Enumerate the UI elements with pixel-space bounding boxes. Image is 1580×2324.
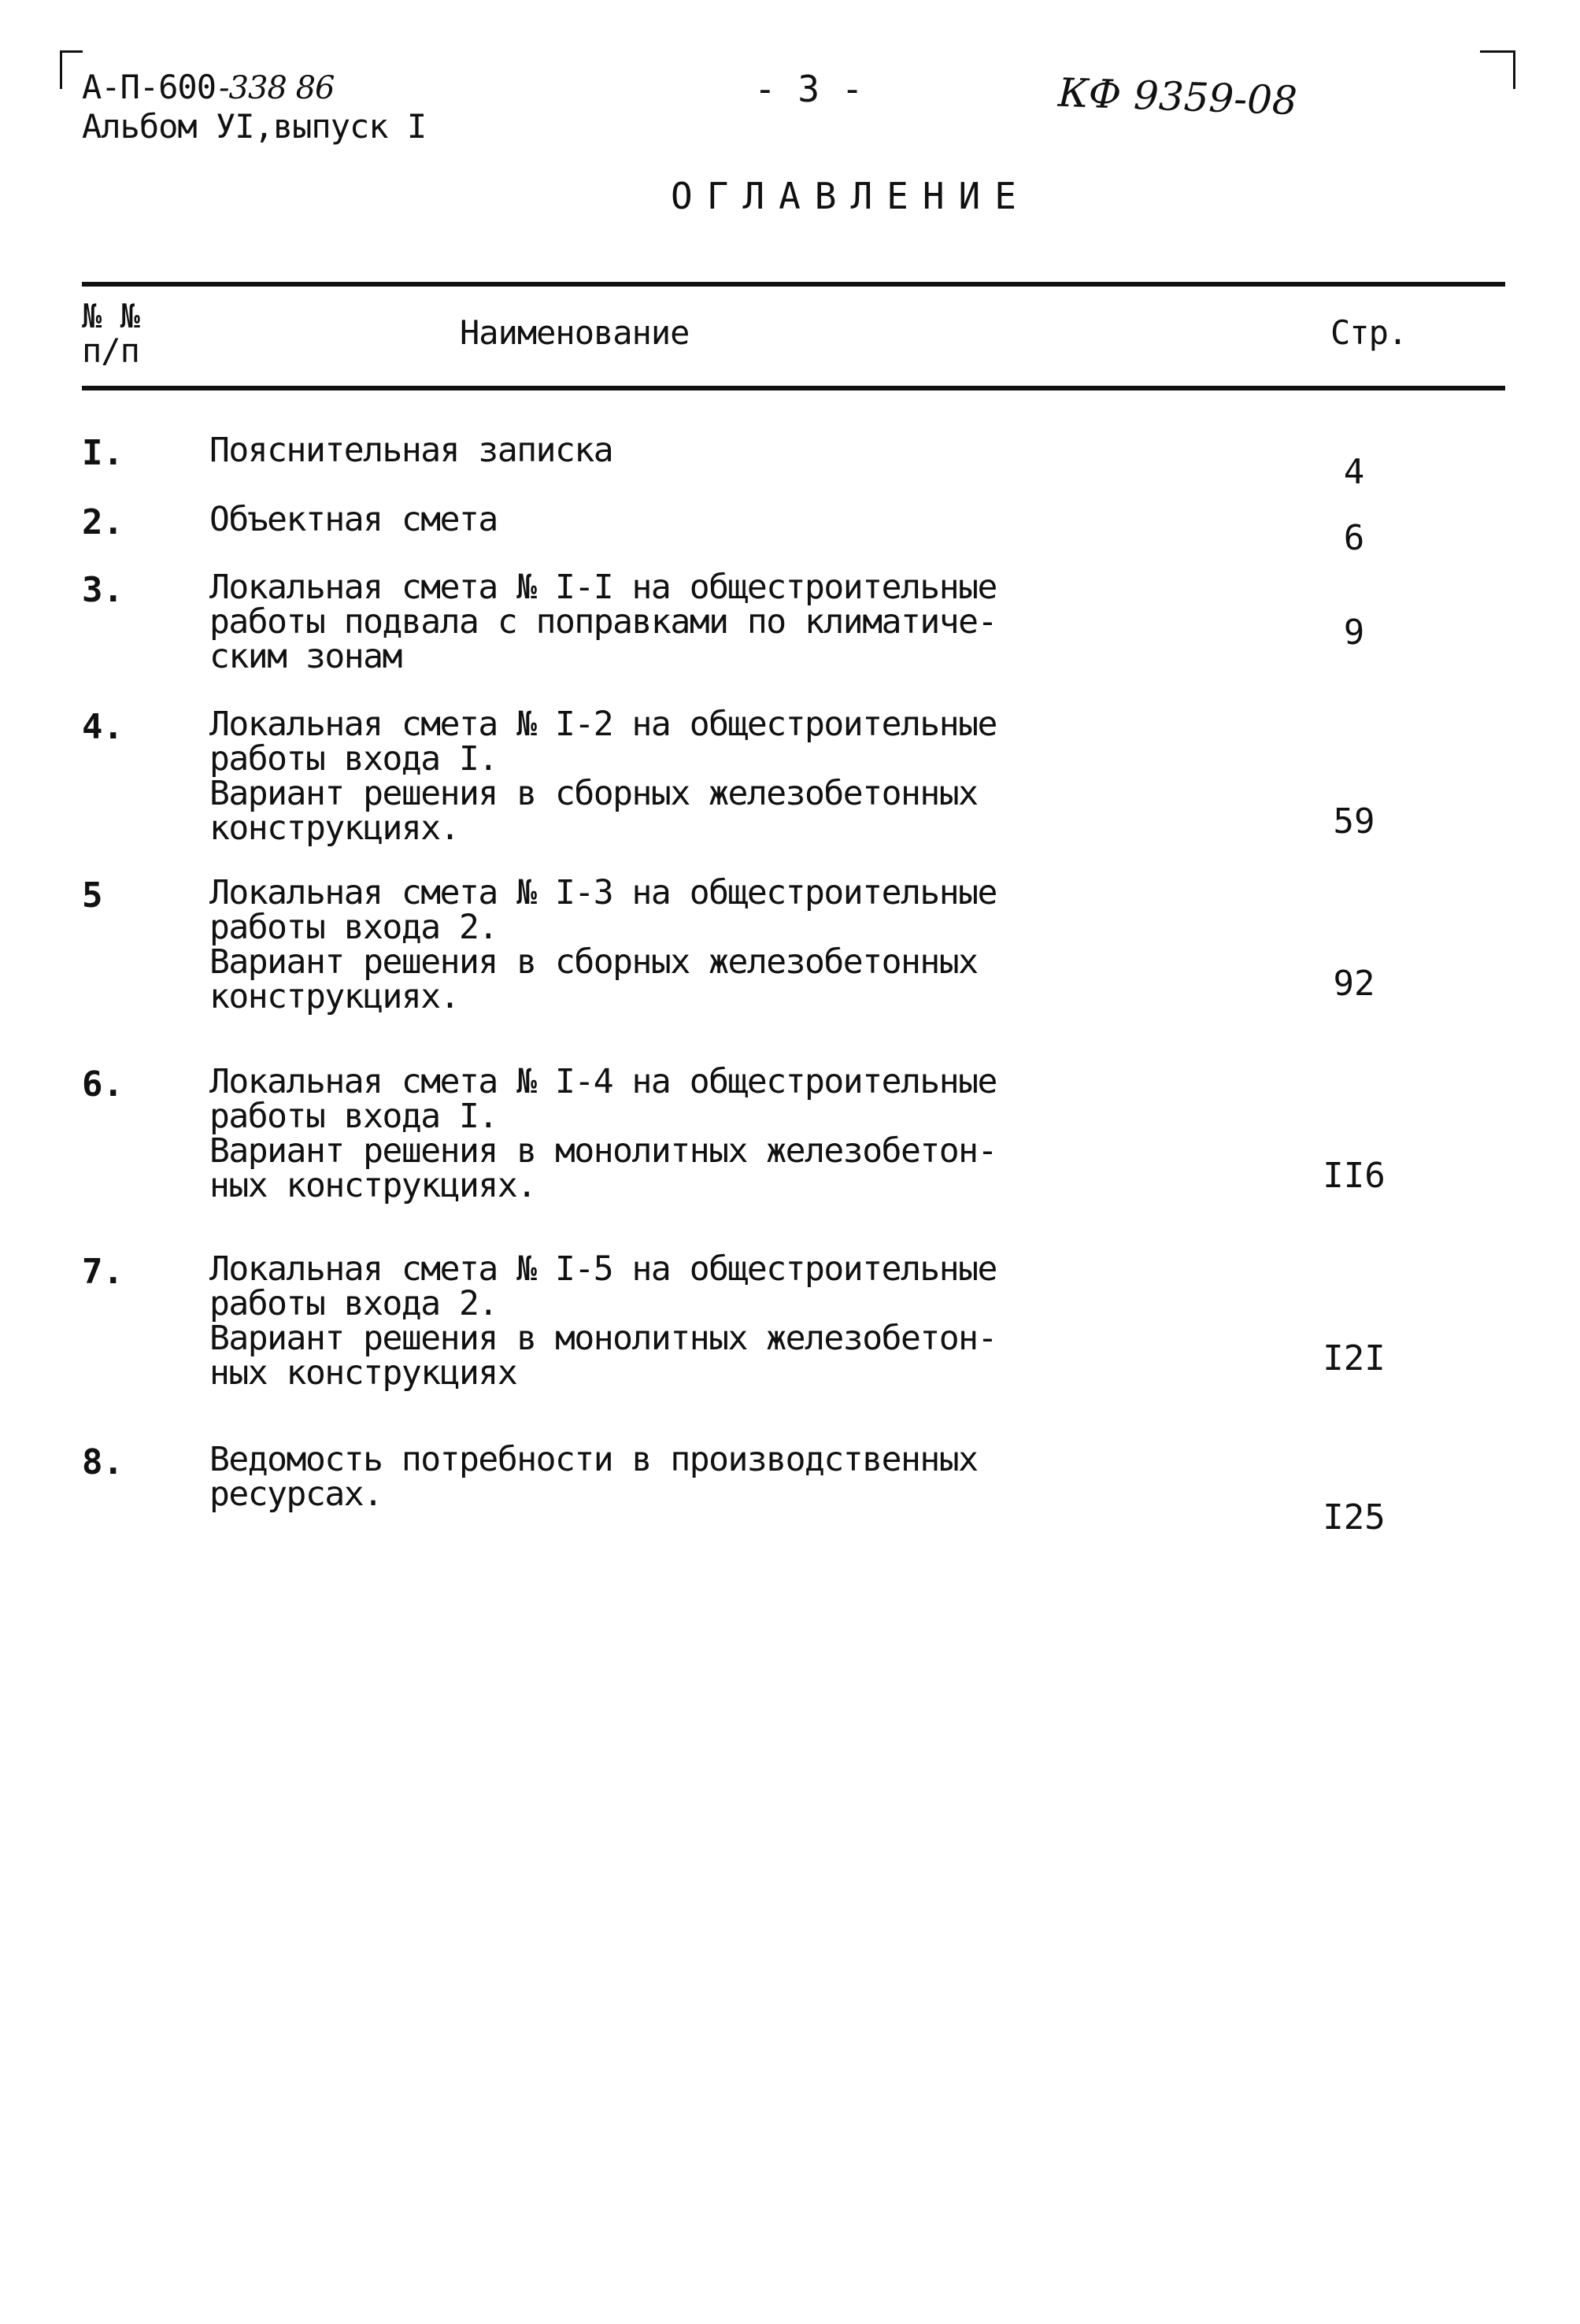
row-title-line: Локальная смета № I-3 на общестроительные <box>209 873 997 912</box>
row-title <box>209 502 1123 537</box>
table-top-rule <box>82 282 1505 287</box>
row-title-line: Локальная смета № I-2 на общестроительные <box>209 705 997 744</box>
row-number: 3. <box>82 570 124 610</box>
row-title-line: Ведомость потребности в производственных <box>209 1440 978 1479</box>
row-page-number: 9 <box>1343 612 1365 653</box>
row-title-line: ским зонам <box>209 637 401 676</box>
row-page-number: 59 <box>1333 801 1375 842</box>
page-title: ОГЛАВЛЕНИЕ <box>671 175 1031 217</box>
row-title <box>209 1442 1123 1512</box>
row-title-line: Пояснительная записка <box>209 431 613 470</box>
row-title-line: ных конструкциях <box>209 1353 517 1393</box>
row-title-line: Вариант решения в монолитных железобетон- <box>209 1131 997 1171</box>
page-number: - 3 - <box>754 68 864 110</box>
row-page-number: 4 <box>1343 452 1365 492</box>
column-header-name: Наименование <box>460 313 690 352</box>
document-code-typed: А-П-600 <box>82 68 216 106</box>
row-title <box>209 1249 1123 1393</box>
row-number: 2. <box>82 502 124 542</box>
row-title-line: Вариант решения в монолитных железобетон- <box>209 1319 997 1358</box>
album-label: Альбом УI,выпуск I <box>82 107 427 146</box>
row-title <box>209 875 1123 1014</box>
row-title-line: работы подвала с поправками по климатиче- <box>209 602 997 642</box>
row-title-line: Локальная смета № I-5 на общестроительные <box>209 1249 997 1289</box>
row-title <box>209 707 1123 846</box>
row-page-number: 6 <box>1343 518 1365 558</box>
row-number: 5 <box>82 875 103 916</box>
row-page-number: II6 <box>1323 1156 1386 1196</box>
row-number: I. <box>82 433 124 473</box>
row-title-line: конструкциях. <box>209 809 460 848</box>
column-header-number-line2: п/п <box>82 331 139 370</box>
row-title-line: работы входа 2. <box>209 1284 498 1323</box>
row-number: 6. <box>82 1064 124 1105</box>
row-number: 7. <box>82 1252 124 1292</box>
row-title-line: Вариант решения в сборных железобетонных <box>209 774 978 813</box>
row-title-line: Вариант решения в сборных железобетонных <box>209 942 978 982</box>
row-page-number: 92 <box>1333 964 1375 1004</box>
row-page-number: I2I <box>1323 1338 1386 1378</box>
row-title-line: ных конструкциях. <box>209 1166 536 1205</box>
corner-mark-top-right <box>1480 50 1515 89</box>
row-title-line: работы входа 2. <box>209 908 498 947</box>
row-title-line: работы входа I. <box>209 739 498 779</box>
corner-mark-top-left <box>60 50 83 89</box>
document-code <box>82 68 335 106</box>
row-number: 8. <box>82 1442 124 1482</box>
row-title-line: Локальная смета № I-4 на общестроительные <box>209 1062 997 1101</box>
table-header-bottom-rule <box>82 386 1505 390</box>
row-title <box>209 433 1123 468</box>
column-header-number <box>82 299 168 368</box>
column-header-page: Стр. <box>1330 313 1408 352</box>
row-title-line: конструкциях. <box>209 977 460 1016</box>
row-title <box>209 570 1123 674</box>
archive-number: КФ 9359-08 <box>1057 69 1298 124</box>
document-code-handwritten: -338 86 <box>219 70 335 106</box>
row-title-line: Локальная смета № I-I на общестроительные <box>209 568 997 607</box>
row-title <box>209 1064 1123 1203</box>
row-title-line: работы входа I. <box>209 1097 498 1136</box>
row-number: 4. <box>82 707 124 747</box>
row-title-line: ресурсах. <box>209 1475 383 1514</box>
row-page-number: I25 <box>1323 1497 1386 1538</box>
column-header-number-line1: № № <box>82 297 139 335</box>
row-title-line: Объектная смета <box>209 500 498 539</box>
